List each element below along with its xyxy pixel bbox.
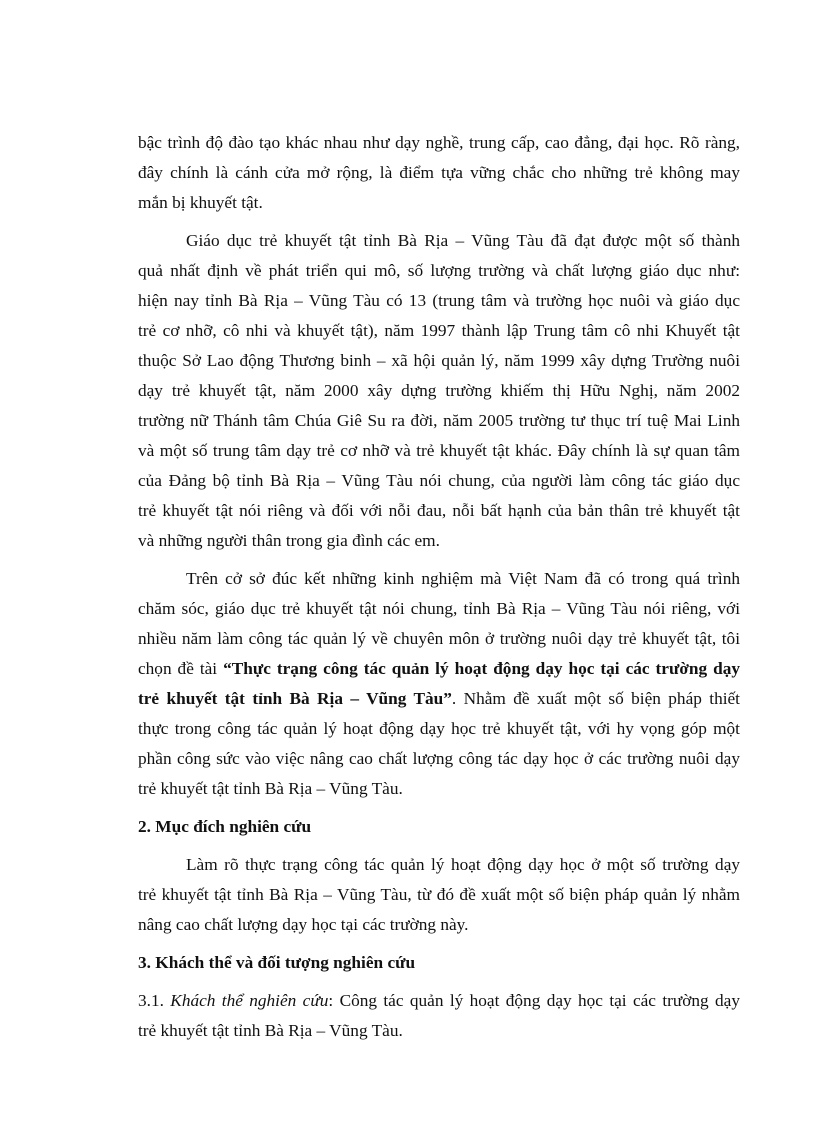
paragraph-topic-rationale	[138, 564, 740, 804]
text-line: của Đảng bộ tỉnh Bà Rịa – Vũng Tàu nói chung, của người làm công tác giáo dục	[138, 471, 740, 490]
text-run: . Nhằm đề xuất một số biện pháp thiết	[451, 689, 740, 708]
text-line: chăm sóc, giáo dục trẻ khuyết tật nói chung, tỉnh Bà Rịa – Vũng Tàu nói riêng, với	[138, 599, 740, 618]
text-line: trẻ cơ nhỡ, cô nhi và khuyết tật), năm 1997 thành lập Trung tâm cô nhi Khuyết tật	[138, 321, 740, 340]
paragraph-research-subject	[138, 986, 740, 1046]
text-line: nhiều năm làm công tác quản lý về chuyên môn ở trường nuôi dạy trẻ khuyết tật, tôi	[138, 629, 740, 648]
text-line: dạy trẻ khuyết tật, năm 2000 xây dựng trường khiếm thị Hữu Nghị, năm 2002	[138, 381, 740, 400]
text-line: quả nhất định về phát triển qui mô, số lượng trường và chất lượng giáo dục như:	[138, 261, 740, 280]
text-line: trường nữ Thánh tâm Chúa Giê Su ra đời, năm 2005 trường tư thục trí tuệ Mai Linh	[138, 411, 740, 430]
document-page	[138, 128, 740, 1046]
text-line	[138, 684, 740, 714]
text-run: chọn đề tài	[138, 659, 224, 678]
paragraph-purpose	[138, 850, 740, 940]
text-line: Giáo dục trẻ khuyết tật tỉnh Bà Rịa – Vũng Tàu đã đạt được một số thành	[186, 231, 740, 250]
text-line: và những người thân trong gia đình các em.	[138, 531, 440, 550]
text-line: nâng cao chất lượng dạy học tại các trường này.	[138, 915, 469, 934]
text-line: trẻ khuyết tật nói riêng và đối với nỗi đau, nỗi bất hạnh của bản thân trẻ khuyết tật	[138, 501, 740, 520]
text-line: bậc trình độ đào tạo khác nhau như dạy nghề, trung cấp, cao đẳng, đại học. Rõ ràng,	[138, 133, 740, 152]
section-heading-subjects: 3. Khách thể và đối tượng nghiên cứu	[138, 953, 416, 972]
text-line: mắn bị khuyết tật.	[138, 193, 263, 212]
text-line: phần công sức vào việc nâng cao chất lượng công tác dạy học ở các trường nuôi dạy	[138, 749, 740, 768]
paragraph-intro-continuation	[138, 128, 740, 218]
text-line: thuộc Sở Lao động Thương binh – xã hội quản lý, năm 1999 xây dựng Trường nuôi	[138, 351, 740, 370]
text-line: trẻ khuyết tật tỉnh Bà Rịa – Vũng Tàu, từ đó đề xuất một số biện pháp quản lý nhằm	[138, 885, 740, 904]
text-line: trẻ khuyết tật tỉnh Bà Rịa – Vũng Tàu.	[138, 1021, 403, 1040]
italic-term: Khách thể nghiên cứu	[170, 991, 329, 1010]
text-line: trẻ khuyết tật tỉnh Bà Rịa – Vũng Tàu.	[138, 779, 403, 798]
paragraph-achievements	[138, 226, 740, 556]
text-run: : Công tác quản lý hoạt động dạy học tại các trường dạy	[328, 991, 740, 1010]
text-line: và một số trung tâm dạy trẻ cơ nhỡ và trẻ khuyết tật khác. Đây chính là sự quan tâm	[138, 441, 740, 460]
text-line	[138, 986, 740, 1016]
text-line: Làm rõ thực trạng công tác quản lý hoạt động dạy học ở một số trường dạy	[186, 855, 740, 874]
thesis-title-part-1: “Thực trạng công tác quản lý hoạt động dạy học tại các trường dạy	[223, 659, 741, 678]
thesis-title-part-2: trẻ khuyết tật tỉnh Bà Rịa – Vũng Tàu”	[138, 689, 452, 708]
text-line: thực trong công tác quản lý hoạt động dạy học trẻ khuyết tật, với hy vọng góp một	[138, 719, 740, 738]
text-line: hiện nay tỉnh Bà Rịa – Vũng Tàu có 13 (trung tâm và trường học nuôi và giáo dục	[138, 291, 740, 310]
section-heading-purpose: 2. Mục đích nghiên cứu	[138, 817, 312, 836]
item-number: 3.1.	[138, 991, 171, 1010]
text-line: Trên cở sở đúc kết những kinh nghiệm mà Việt Nam đã có trong quá trình	[186, 569, 740, 588]
text-line: đây chính là cánh cửa mở rộng, là điểm tựa vững chắc cho những trẻ không may	[138, 163, 740, 182]
text-line	[138, 654, 740, 684]
